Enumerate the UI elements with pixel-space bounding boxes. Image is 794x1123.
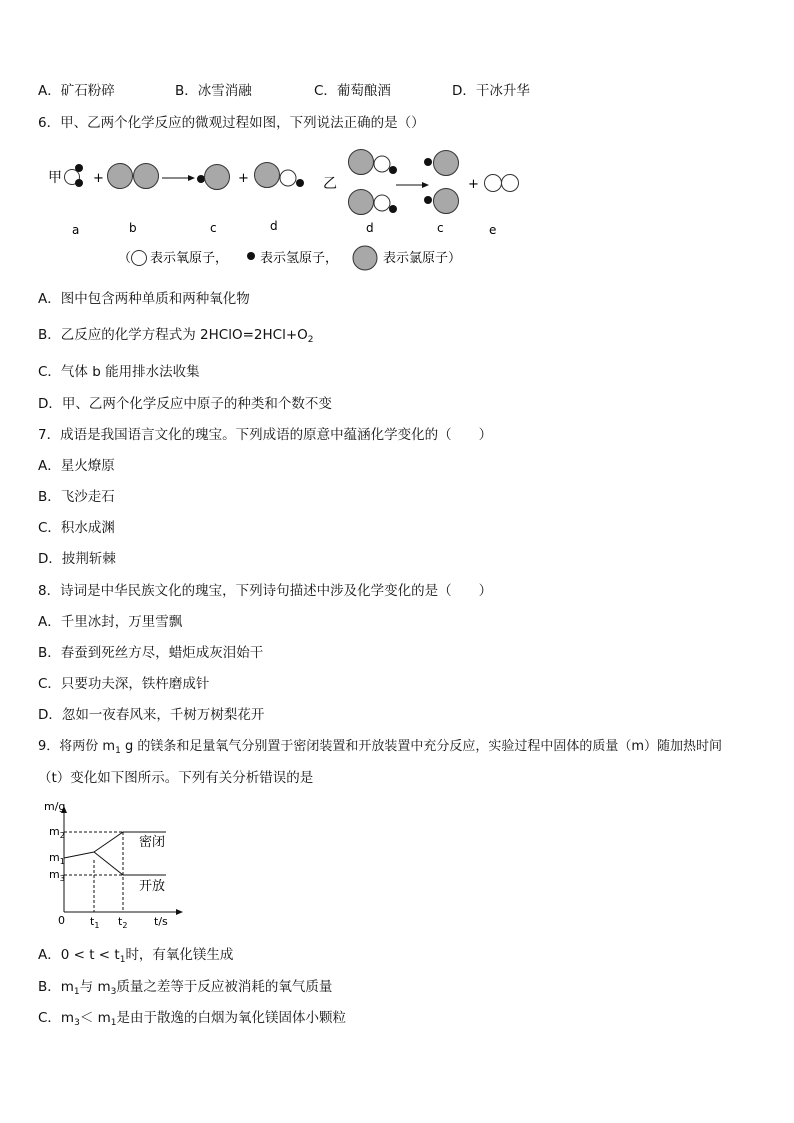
molecule-d-hclo-1 <box>349 150 398 175</box>
legend-hydrogen-symbol <box>247 252 255 260</box>
jia-label: 甲 <box>48 170 62 186</box>
reaction-arrow-1 <box>162 175 195 181</box>
origin-label: 0 <box>58 914 65 927</box>
q9-option-c: C．$m_3< m_1$是由于散逸的白烟为氧化镁固体小颗粒 <box>38 1010 346 1028</box>
label-open: 开放 <box>139 879 166 894</box>
q8-option-d: D．忽如一夜春风来，千树万树梨花开 <box>38 707 265 723</box>
legend-chlorine-symbol <box>353 246 377 270</box>
q5-option-a: A．矿石粉碎 <box>38 83 115 99</box>
q9-option-b: B．$m_1$与 $m_3$质量之差等于反应被消耗的氧气质量 <box>38 979 333 997</box>
tick-m3: $m_3$ <box>49 868 65 883</box>
q9-option-a: A．$0 < t < t_1$时，有氧化镁生成 <box>38 947 234 965</box>
label-a: a <box>72 223 80 237</box>
q6-option-a: A．图中包含两种单质和两种氧化物 <box>38 291 250 307</box>
q8-option-c: C．只要功夫深，铁杵磨成针 <box>38 676 210 692</box>
label-c: c <box>210 221 217 235</box>
molecule-d-hclo <box>255 163 305 188</box>
x-axis-label: t/s <box>154 915 168 928</box>
q5-option-d: D．干冰升华 <box>452 83 530 99</box>
curve-open <box>94 852 166 875</box>
plus-sign-1: + <box>93 171 104 186</box>
reaction-arrow-2 <box>396 182 429 188</box>
legend-oxygen-symbol <box>132 251 147 266</box>
tick-t2: $t_2$ <box>118 915 128 930</box>
q6-option-d: D．甲、乙两个化学反应中原子的种类和个数不变 <box>38 396 332 412</box>
molecule-b-cl2 <box>108 164 159 189</box>
q9-mass-time-graph <box>40 800 200 935</box>
tick-m1: $m_1$ <box>49 851 65 866</box>
q7-option-c: C．积水成渊 <box>38 520 115 536</box>
molecule-c-hcl-2 <box>424 189 459 214</box>
legend-hydrogen-text: 表示氢原子， <box>260 251 339 266</box>
label-b: b <box>129 221 137 235</box>
plus-sign-2: + <box>238 171 249 186</box>
q9-stem-line2: （t）变化如下图所示。下列有关分析错误的是 <box>38 770 314 786</box>
yi-label: 乙 <box>323 176 337 192</box>
plus-sign-3: + <box>468 177 479 192</box>
legend <box>118 246 461 270</box>
label-d-2: d <box>366 221 374 235</box>
label-closed: 密闭 <box>139 835 166 850</box>
molecule-a-hclo <box>65 164 84 187</box>
y-axis-label: m/g <box>44 800 66 813</box>
molecule-d-hclo-2 <box>349 190 398 215</box>
q8-option-a: A．千里冰封，万里雪飘 <box>38 614 183 630</box>
curve-initial <box>64 852 94 858</box>
tick-t1: $t_1$ <box>90 915 100 930</box>
q9-stem-line1: 9．将两份 $m_1$ g 的镁条和足量氧气分别置于密闭装置和开放装置中充分反应，实验过程中固体的质量（m）随加热时间 <box>38 739 722 756</box>
q5-option-c: C．葡萄酿酒 <box>314 83 391 99</box>
dashed-guides <box>64 832 123 912</box>
label-c-2: c <box>437 221 444 235</box>
q6-molecule-diagram <box>38 140 558 275</box>
legend-chlorine-text: 表示氯原子） <box>383 251 462 266</box>
q6-option-c: C．气体 b 能用排水法收集 <box>38 364 200 380</box>
q8-stem: 8．诗词是中华民族文化的瑰宝，下列诗句描述中涉及化学变化的是（ ） <box>38 583 493 599</box>
q7-option-d: D．披荆斩棘 <box>38 551 116 567</box>
q6-option-b: B．乙反应的化学方程式为 $2HClO=2HCl+O_2$ <box>38 327 314 345</box>
tick-m2: $m_2$ <box>49 825 65 840</box>
q5-option-b: B．冰雪消融 <box>175 83 252 99</box>
label-e: e <box>489 223 497 237</box>
q7-option-a: A．星火燎原 <box>38 458 115 474</box>
molecule-c-hcl-1 <box>424 151 459 176</box>
q7-stem: 7．成语是我国语言文化的瑰宝。下列成语的原意中蕴涵化学变化的（ ） <box>38 427 493 443</box>
q5-options-row <box>38 82 598 100</box>
legend-oxygen-text: 表示氧原子， <box>150 251 229 266</box>
label-d: d <box>270 219 278 233</box>
q7-option-b: B．飞沙走石 <box>38 489 115 505</box>
q8-option-b: B．春蚕到死丝方尽，蜡炬成灰泪始干 <box>38 645 264 661</box>
molecule-e-o2 <box>485 175 519 192</box>
molecule-c-hcl <box>197 165 230 190</box>
svg-text:（: （ <box>118 251 132 266</box>
q6-stem: 6．甲、乙两个化学反应的微观过程如图，下列说法正确的是（） <box>38 115 425 131</box>
